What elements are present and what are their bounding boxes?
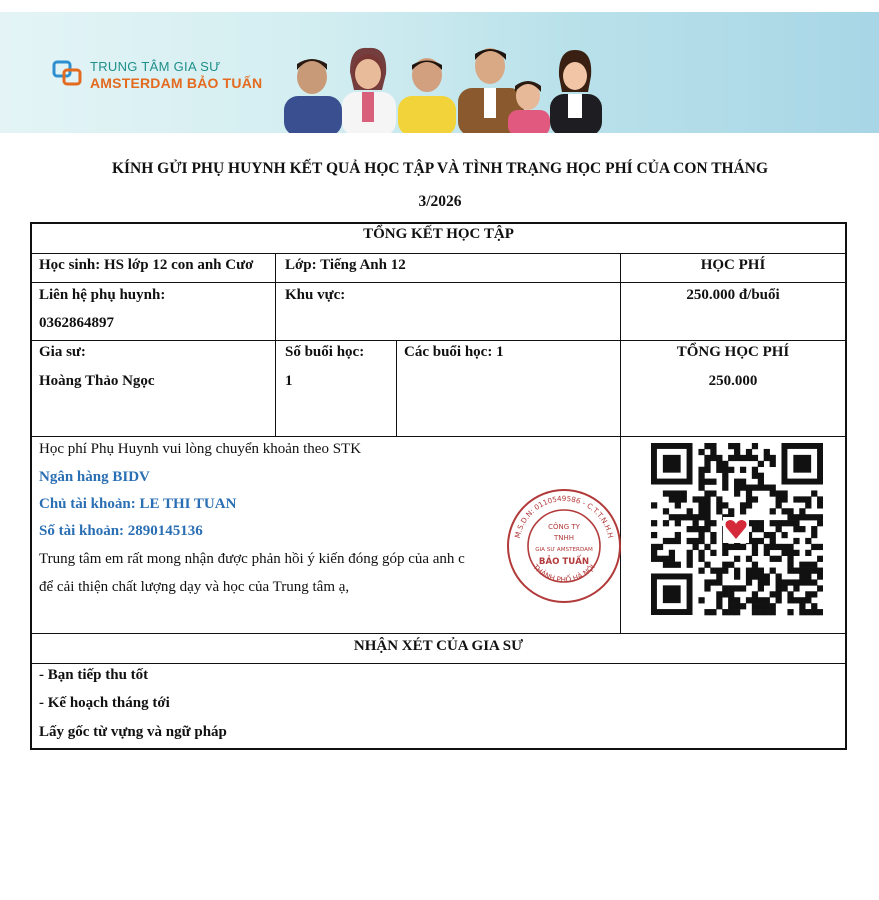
logo-icon bbox=[52, 60, 84, 88]
class-name: Lớp: Tiếng Anh 12 bbox=[285, 257, 406, 273]
total-fee-label: TỔNG HỌC PHÍ bbox=[676, 344, 790, 360]
stamp-line-3: GIA SƯ AMSTERDAM bbox=[535, 547, 593, 553]
brand-subtitle: TRUNG TÂM GIA SƯ bbox=[90, 59, 221, 74]
people-photo bbox=[270, 30, 610, 133]
payment-intro: Học phí Phụ Huynh vui lòng chuyển khoản theo STK bbox=[39, 441, 362, 457]
row-divider bbox=[30, 663, 847, 664]
student-name: Học sinh: HS lớp 12 con anh Cươ bbox=[39, 257, 254, 273]
table-border-top bbox=[30, 222, 847, 224]
fee-value: 250.000 đ/buổi bbox=[686, 287, 780, 303]
table-border-bottom bbox=[30, 748, 847, 750]
page-title: KÍNH GỬI PHỤ HUYNH KẾT QUẢ HỌC TẬP VÀ TÌNH TRẠNG HỌC PHÍ CỦA CON THÁNG bbox=[111, 160, 769, 177]
row-divider bbox=[30, 253, 847, 254]
summary-header: TỔNG KẾT HỌC TẬP bbox=[363, 226, 514, 242]
review-header: NHẬN XÉT CỦA GIA SƯ bbox=[353, 638, 524, 654]
sessions-value: 1 bbox=[285, 373, 293, 389]
total-fee-value: 250.000 bbox=[708, 373, 758, 389]
row-divider bbox=[30, 633, 847, 634]
col-divider bbox=[275, 253, 276, 437]
stamp-bottom-arc: THÀNH PHỐ HÀ NỘI bbox=[531, 562, 597, 585]
parent-phone: 0362864897 bbox=[39, 315, 114, 331]
tutor-label: Gia sư: bbox=[39, 344, 86, 360]
review-line-3: Lấy gốc từ vựng và ngữ pháp bbox=[39, 724, 227, 740]
fee-header: HỌC PHÍ bbox=[700, 257, 766, 273]
feedback-line-2: để cải thiện chất lượng dạy và học của Trung tâm ạ, bbox=[39, 579, 350, 595]
parent-contact-label: Liên hệ phụ huynh: bbox=[39, 287, 166, 303]
stamp-line-2: TNHH bbox=[553, 534, 575, 542]
session-list: Các buổi học: 1 bbox=[404, 344, 504, 360]
company-stamp-icon bbox=[505, 487, 623, 605]
row-divider bbox=[30, 282, 847, 283]
account-holder: Chủ tài khoản: LE THI TUAN bbox=[39, 496, 237, 512]
review-line-1: - Bạn tiếp thu tốt bbox=[39, 667, 149, 683]
row-divider bbox=[30, 436, 847, 437]
tutor-name: Hoàng Thảo Ngọc bbox=[39, 373, 155, 389]
row-divider bbox=[30, 340, 847, 341]
feedback-line-1: Trung tâm em rất mong nhận được phản hồi ý kiến đóng góp của anh c bbox=[39, 551, 465, 567]
qr-code-icon bbox=[651, 443, 823, 617]
page-title-month: 3/2026 bbox=[418, 193, 462, 210]
area-label: Khu vực: bbox=[285, 287, 346, 303]
stamp-line-4: BẢO TUẤN bbox=[538, 557, 590, 567]
bank-name: Ngân hàng BIDV bbox=[39, 469, 150, 485]
stamp-line-1: CÔNG TY bbox=[548, 523, 580, 531]
review-line-2: - Kế hoạch tháng tới bbox=[39, 695, 170, 711]
stamp-top-arc: M.S.D.N: 0110549586 - C.T.T.N.H.H bbox=[512, 493, 616, 539]
header-banner bbox=[0, 12, 879, 133]
account-number: Số tài khoản: 2890145136 bbox=[39, 523, 203, 539]
sessions-label: Số buổi học: bbox=[285, 344, 365, 360]
brand-name: AMSTERDAM BẢO TUẤN bbox=[90, 75, 263, 91]
col-divider bbox=[396, 340, 397, 437]
table-border-right bbox=[845, 222, 847, 750]
table-border-left bbox=[30, 222, 32, 750]
